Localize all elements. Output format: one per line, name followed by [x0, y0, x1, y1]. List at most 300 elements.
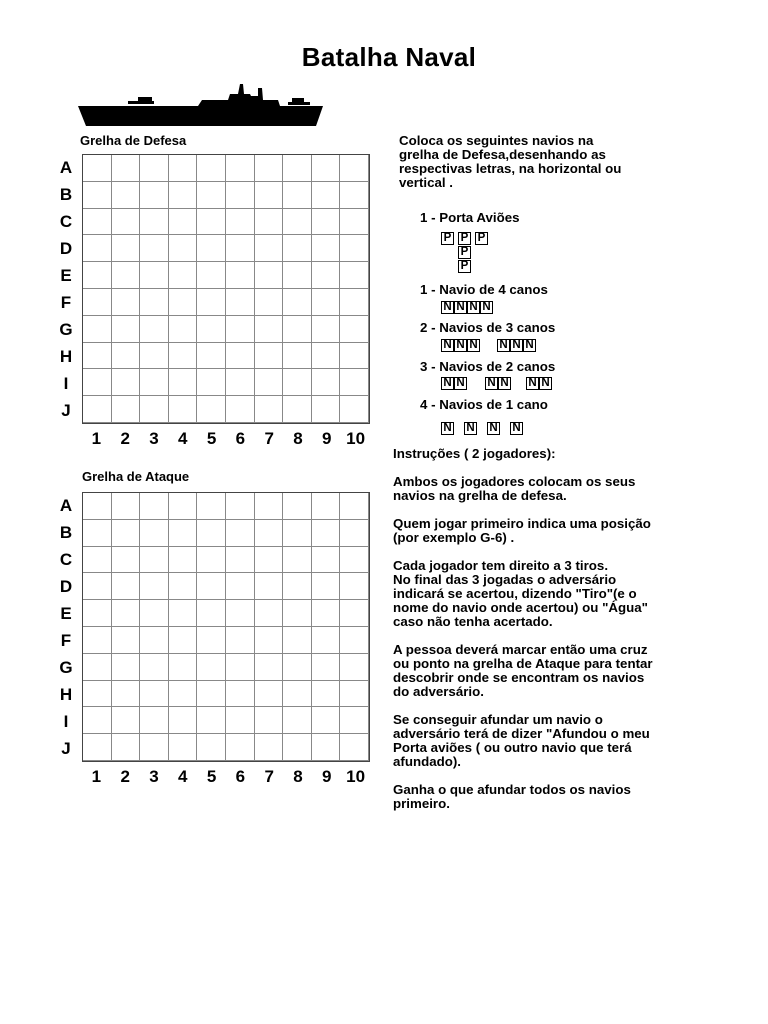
attack-cell[interactable]	[226, 681, 255, 708]
defense-cell[interactable]	[283, 369, 312, 396]
attack-cell[interactable]	[83, 547, 112, 574]
attack-cell[interactable]	[312, 520, 341, 547]
attack-cell[interactable]	[197, 573, 226, 600]
attack-cell[interactable]	[169, 493, 198, 520]
attack-cell[interactable]	[112, 654, 141, 681]
defense-cell[interactable]	[197, 182, 226, 209]
instructions-body	[393, 475, 743, 825]
defense-cell[interactable]	[340, 396, 369, 423]
attack-cell[interactable]	[169, 734, 198, 761]
defense-cell[interactable]	[226, 343, 255, 370]
attack-cell[interactable]	[283, 493, 312, 520]
attack-cell[interactable]	[340, 573, 369, 600]
defense-cell[interactable]	[255, 262, 284, 289]
defense-column-label: 3	[149, 429, 159, 448]
attack-cell[interactable]	[112, 734, 141, 761]
attack-cell[interactable]	[197, 627, 226, 654]
defense-cell[interactable]	[140, 343, 169, 370]
defense-column-label: 9	[322, 429, 332, 448]
defense-row-label: J	[61, 401, 71, 420]
ship-cell-box: N	[454, 301, 467, 314]
intro-text	[399, 134, 739, 190]
ship-cell-box: N	[467, 339, 480, 352]
ship-two-gun-label: 3 - Navios de 2 canos	[420, 359, 556, 374]
defense-cell[interactable]	[340, 235, 369, 262]
defense-cell[interactable]	[226, 209, 255, 236]
instruction-line: (por exemplo G-6) .	[393, 530, 515, 545]
ship-cell-box: N	[441, 377, 454, 390]
defense-cell[interactable]	[112, 396, 141, 423]
attack-cell[interactable]	[140, 681, 169, 708]
attack-row-label: C	[59, 550, 73, 569]
defense-cell[interactable]	[140, 369, 169, 396]
attack-cell[interactable]	[83, 520, 112, 547]
defense-cell[interactable]	[340, 369, 369, 396]
instruction-line: primeiro.	[393, 796, 450, 811]
ship-cell-box: N	[523, 339, 536, 352]
attack-cell[interactable]	[283, 547, 312, 574]
defense-row-label: H	[59, 347, 73, 366]
attack-cell[interactable]	[112, 707, 141, 734]
defense-cell[interactable]	[226, 262, 255, 289]
attack-row-label: B	[59, 523, 73, 542]
defense-column-label: 5	[206, 429, 217, 448]
defense-cell[interactable]	[283, 289, 312, 316]
defense-cell[interactable]	[140, 262, 169, 289]
ship-cell-box: N	[454, 377, 467, 390]
ship-cell-box: N	[510, 339, 523, 352]
defense-cell[interactable]	[112, 182, 141, 209]
defense-cell[interactable]	[83, 155, 112, 182]
attack-cell[interactable]	[340, 654, 369, 681]
ship-cell-box: N	[497, 339, 510, 352]
attack-cell[interactable]	[226, 547, 255, 574]
defense-cell[interactable]	[226, 396, 255, 423]
defense-cell[interactable]	[197, 316, 226, 343]
ship-cell-box: N	[480, 301, 493, 314]
ship-cell-box: N	[467, 301, 480, 314]
attack-cell[interactable]	[83, 654, 112, 681]
defense-cell[interactable]	[312, 316, 341, 343]
defense-cell[interactable]	[83, 396, 112, 423]
attack-cell[interactable]	[112, 547, 141, 574]
defense-cell[interactable]	[312, 155, 341, 182]
ship-cell-box: N	[441, 301, 454, 314]
instruction-line: navios na grelha de defesa.	[393, 488, 567, 503]
attack-cell[interactable]	[255, 654, 284, 681]
attack-cell[interactable]	[112, 520, 141, 547]
defense-cell[interactable]	[197, 262, 226, 289]
attack-cell[interactable]	[255, 493, 284, 520]
defense-row-label: G	[59, 320, 73, 339]
defense-cell[interactable]	[140, 235, 169, 262]
instruction-line: Ganha o que afundar todos os navios	[393, 782, 631, 797]
page-title: Batalha Naval	[301, 42, 477, 72]
attack-cell[interactable]	[112, 627, 141, 654]
instruction-line: Quem jogar primeiro indica uma posição	[393, 516, 651, 531]
attack-cell[interactable]	[226, 707, 255, 734]
defense-cell[interactable]	[83, 369, 112, 396]
instruction-line: A pessoa deverá marcar então uma cruz	[393, 642, 648, 657]
attack-cell[interactable]	[197, 520, 226, 547]
attack-row-label: J	[61, 739, 71, 758]
attack-cell[interactable]	[340, 627, 369, 654]
attack-cell[interactable]	[255, 600, 284, 627]
defense-cell[interactable]	[226, 316, 255, 343]
attack-cell[interactable]	[255, 681, 284, 708]
instruction-line: No final das 3 jogadas o adversário	[393, 572, 617, 587]
defense-cell[interactable]	[283, 235, 312, 262]
attack-column-label: 3	[149, 767, 159, 786]
defense-cell[interactable]	[197, 155, 226, 182]
attack-cell[interactable]	[140, 627, 169, 654]
instructions-title: Instruções ( 2 jogadores):	[393, 446, 556, 461]
attack-row-label: G	[59, 658, 73, 677]
defense-cell[interactable]	[340, 316, 369, 343]
ship-cell-box: P	[475, 232, 488, 245]
attack-cell[interactable]	[312, 707, 341, 734]
attack-cell[interactable]	[112, 681, 141, 708]
defense-cell[interactable]	[140, 209, 169, 236]
attack-column-label: 6	[235, 767, 246, 786]
attack-cell[interactable]	[83, 707, 112, 734]
defense-cell[interactable]	[140, 289, 169, 316]
attack-cell[interactable]	[312, 734, 341, 761]
attack-cell[interactable]	[83, 600, 112, 627]
ship-three-gun-label: 2 - Navios de 3 canos	[420, 320, 556, 335]
defense-cell[interactable]	[197, 343, 226, 370]
attack-cell[interactable]	[283, 707, 312, 734]
defense-row-label: I	[63, 374, 69, 393]
defense-cell[interactable]	[197, 289, 226, 316]
ship-cell-box: P	[458, 246, 471, 259]
defense-cell[interactable]	[255, 369, 284, 396]
attack-cell[interactable]	[83, 734, 112, 761]
attack-cell[interactable]	[169, 707, 198, 734]
attack-cell[interactable]	[140, 520, 169, 547]
instruction-line: Ambos os jogadores colocam os seus	[393, 474, 636, 489]
attack-cell[interactable]	[340, 493, 369, 520]
attack-cell[interactable]	[226, 520, 255, 547]
attack-cell[interactable]	[283, 573, 312, 600]
defense-cell[interactable]	[340, 262, 369, 289]
attack-cell[interactable]	[312, 493, 341, 520]
intro-line: Coloca os seguintes navios na	[399, 133, 594, 148]
defense-row-label: B	[59, 185, 73, 204]
attack-row-label: H	[59, 685, 73, 704]
defense-cell[interactable]	[340, 155, 369, 182]
instruction-paragraph	[393, 517, 743, 545]
defense-cell[interactable]	[112, 316, 141, 343]
ship-cell-box: N	[464, 422, 477, 435]
attack-cell[interactable]	[140, 600, 169, 627]
defense-cell[interactable]	[255, 343, 284, 370]
attack-cell[interactable]	[312, 547, 341, 574]
ship-aircraft-carrier-label: 1 - Porta Aviões	[420, 210, 520, 225]
defense-column-label: 1	[91, 429, 102, 448]
attack-column-label: 10	[346, 767, 366, 786]
defense-column-label: 6	[235, 429, 246, 448]
defense-cell[interactable]	[140, 316, 169, 343]
defense-cell[interactable]	[283, 155, 312, 182]
attack-cell[interactable]	[169, 654, 198, 681]
attack-cell[interactable]	[283, 734, 312, 761]
defense-column-label: 7	[264, 429, 274, 448]
attack-cell[interactable]	[283, 600, 312, 627]
instruction-paragraph	[393, 713, 743, 769]
defense-cell[interactable]	[312, 369, 341, 396]
defense-cell[interactable]	[312, 235, 341, 262]
defense-cell[interactable]	[340, 343, 369, 370]
instruction-line: ou ponto na grelha de Ataque para tentar	[393, 656, 653, 671]
attack-cell[interactable]	[140, 654, 169, 681]
defense-cell[interactable]	[169, 262, 198, 289]
attack-cell[interactable]	[312, 600, 341, 627]
instruction-line: Porta aviões ( ou outro navio que terá	[393, 740, 632, 755]
attack-grid[interactable]	[82, 492, 370, 762]
instruction-line: indicará se acertou, dizendo "Tiro"(e o	[393, 586, 637, 601]
attack-row-label: D	[59, 577, 73, 596]
instruction-line: Cada jogador tem direito a 3 tiros.	[393, 558, 609, 573]
attack-cell[interactable]	[169, 681, 198, 708]
attack-column-label: 8	[293, 767, 303, 786]
defense-cell[interactable]	[169, 209, 198, 236]
defense-cell[interactable]	[283, 182, 312, 209]
defense-cell[interactable]	[226, 155, 255, 182]
attack-column-label: 2	[120, 767, 130, 786]
defense-cell[interactable]	[340, 182, 369, 209]
attack-cell[interactable]	[226, 734, 255, 761]
attack-cell[interactable]	[226, 493, 255, 520]
defense-cell[interactable]	[197, 369, 226, 396]
attack-cell[interactable]	[140, 707, 169, 734]
attack-column-label: 4	[178, 767, 188, 786]
defense-cell[interactable]	[83, 262, 112, 289]
attack-cell[interactable]	[197, 707, 226, 734]
defense-cell[interactable]	[169, 369, 198, 396]
attack-cell[interactable]	[197, 600, 226, 627]
defense-cell[interactable]	[169, 235, 198, 262]
attack-column-label: 1	[91, 767, 102, 786]
battleship-icon	[78, 82, 323, 128]
attack-row-label: F	[60, 631, 72, 650]
attack-cell[interactable]	[83, 681, 112, 708]
attack-cell[interactable]	[197, 493, 226, 520]
attack-row-label: I	[63, 712, 69, 731]
attack-column-label: 9	[322, 767, 332, 786]
defense-cell[interactable]	[140, 155, 169, 182]
ship-cell-box: N	[485, 377, 498, 390]
defense-cell[interactable]	[255, 155, 284, 182]
defense-cell[interactable]	[226, 182, 255, 209]
defense-row-label: A	[59, 158, 73, 177]
attack-column-label: 7	[264, 767, 274, 786]
defense-cell[interactable]	[283, 343, 312, 370]
defense-cell[interactable]	[255, 396, 284, 423]
attack-cell[interactable]	[255, 547, 284, 574]
attack-cell[interactable]	[140, 547, 169, 574]
instruction-line: descobrir onde se encontram os navios	[393, 670, 645, 685]
attack-cell[interactable]	[312, 654, 341, 681]
defense-cell[interactable]	[112, 155, 141, 182]
intro-line: vertical .	[399, 175, 453, 190]
attack-cell[interactable]	[312, 681, 341, 708]
attack-cell[interactable]	[340, 600, 369, 627]
attack-cell[interactable]	[83, 573, 112, 600]
attack-cell[interactable]	[340, 707, 369, 734]
defense-cell[interactable]	[226, 289, 255, 316]
instruction-line: caso não tenha acertado.	[393, 614, 553, 629]
attack-cell[interactable]	[340, 520, 369, 547]
instruction-paragraph	[393, 475, 743, 503]
defense-row-label: E	[60, 266, 72, 285]
defense-cell[interactable]	[312, 262, 341, 289]
defense-cell[interactable]	[255, 289, 284, 316]
defense-cell[interactable]	[169, 396, 198, 423]
defense-cell[interactable]	[112, 209, 141, 236]
defense-cell[interactable]	[112, 262, 141, 289]
defense-cell[interactable]	[83, 209, 112, 236]
attack-cell[interactable]	[340, 547, 369, 574]
attack-cell[interactable]	[283, 627, 312, 654]
instruction-paragraph	[393, 643, 743, 699]
defense-cell[interactable]	[340, 289, 369, 316]
ship-cell-box: N	[526, 377, 539, 390]
ship-four-gun-label: 1 - Navio de 4 canos	[420, 282, 548, 297]
defense-cell[interactable]	[226, 369, 255, 396]
attack-cell[interactable]	[112, 493, 141, 520]
attack-cell[interactable]	[140, 734, 169, 761]
instruction-paragraph	[393, 559, 743, 629]
defense-cell[interactable]	[255, 316, 284, 343]
attack-cell[interactable]	[140, 573, 169, 600]
intro-line: respectivas letras, na horizontal ou	[399, 161, 622, 176]
defense-cell[interactable]	[312, 343, 341, 370]
ship-cell-box: N	[539, 377, 552, 390]
defense-cell[interactable]	[83, 343, 112, 370]
defense-cell[interactable]	[140, 396, 169, 423]
ship-cell-box: N	[441, 339, 454, 352]
defense-row-label: D	[59, 239, 73, 258]
attack-cell[interactable]	[226, 600, 255, 627]
defense-cell[interactable]	[112, 343, 141, 370]
ship-one-gun-label: 4 - Navios de 1 cano	[420, 397, 548, 412]
defense-cell[interactable]	[312, 209, 341, 236]
ship-cell-box: P	[458, 260, 471, 273]
attack-cell[interactable]	[340, 681, 369, 708]
ship-cell-box: N	[454, 339, 467, 352]
attack-row-label: A	[59, 496, 73, 515]
intro-line: grelha de Defesa,desenhando as	[399, 147, 606, 162]
attack-cell[interactable]	[140, 493, 169, 520]
defense-cell[interactable]	[169, 289, 198, 316]
attack-cell[interactable]	[83, 627, 112, 654]
attack-cell[interactable]	[283, 681, 312, 708]
attack-cell[interactable]	[340, 734, 369, 761]
defense-grid-caption: Grelha de Defesa	[80, 133, 187, 148]
attack-cell[interactable]	[197, 681, 226, 708]
attack-cell[interactable]	[197, 734, 226, 761]
defense-cell[interactable]	[255, 235, 284, 262]
defense-cell[interactable]	[197, 396, 226, 423]
attack-cell[interactable]	[169, 627, 198, 654]
attack-cell[interactable]	[112, 573, 141, 600]
ship-cell-box: N	[498, 377, 511, 390]
attack-cell[interactable]	[283, 654, 312, 681]
defense-cell[interactable]	[312, 289, 341, 316]
defense-column-label: 2	[120, 429, 130, 448]
attack-cell[interactable]	[169, 547, 198, 574]
attack-cell[interactable]	[312, 573, 341, 600]
defense-cell[interactable]	[283, 262, 312, 289]
instruction-paragraph	[393, 783, 743, 811]
attack-cell[interactable]	[197, 547, 226, 574]
defense-cell[interactable]	[83, 182, 112, 209]
attack-cell[interactable]	[197, 654, 226, 681]
defense-cell[interactable]	[340, 209, 369, 236]
attack-cell[interactable]	[226, 573, 255, 600]
defense-column-label: 4	[178, 429, 188, 448]
defense-cell[interactable]	[169, 316, 198, 343]
attack-cell[interactable]	[255, 627, 284, 654]
attack-row-label: E	[60, 604, 72, 623]
defense-cell[interactable]	[169, 182, 198, 209]
defense-cell[interactable]	[169, 343, 198, 370]
defense-cell[interactable]	[197, 209, 226, 236]
defense-row-label: F	[60, 293, 72, 312]
ship-cell-box: P	[441, 232, 454, 245]
attack-cell[interactable]	[226, 654, 255, 681]
attack-cell[interactable]	[255, 707, 284, 734]
defense-cell[interactable]	[283, 209, 312, 236]
defense-cell[interactable]	[83, 289, 112, 316]
defense-cell[interactable]	[83, 316, 112, 343]
defense-cell[interactable]	[112, 235, 141, 262]
instruction-line: Se conseguir afundar um navio o	[393, 712, 603, 727]
defense-cell[interactable]	[83, 235, 112, 262]
attack-cell[interactable]	[112, 600, 141, 627]
defense-cell[interactable]	[312, 182, 341, 209]
defense-cell[interactable]	[312, 396, 341, 423]
defense-cell[interactable]	[283, 396, 312, 423]
attack-cell[interactable]	[255, 573, 284, 600]
attack-cell[interactable]	[169, 573, 198, 600]
attack-cell[interactable]	[169, 520, 198, 547]
defense-cell[interactable]	[226, 235, 255, 262]
attack-cell[interactable]	[169, 600, 198, 627]
defense-cell[interactable]	[255, 209, 284, 236]
defense-column-label: 8	[293, 429, 303, 448]
defense-column-label: 10	[346, 429, 366, 448]
defense-cell[interactable]	[112, 289, 141, 316]
defense-cell[interactable]	[255, 182, 284, 209]
attack-cell[interactable]	[283, 520, 312, 547]
defense-cell[interactable]	[140, 182, 169, 209]
defense-cell[interactable]	[169, 155, 198, 182]
ship-cell-box: P	[458, 232, 471, 245]
attack-cell[interactable]	[83, 493, 112, 520]
attack-cell[interactable]	[312, 627, 341, 654]
defense-cell[interactable]	[112, 369, 141, 396]
instruction-line: adversário terá de dizer "Afundou o meu	[393, 726, 650, 741]
instruction-line: afundado).	[393, 754, 461, 769]
defense-cell[interactable]	[197, 235, 226, 262]
attack-cell[interactable]	[255, 520, 284, 547]
attack-cell[interactable]	[255, 734, 284, 761]
attack-cell[interactable]	[226, 627, 255, 654]
defense-cell[interactable]	[283, 316, 312, 343]
defense-grid[interactable]	[82, 154, 370, 424]
